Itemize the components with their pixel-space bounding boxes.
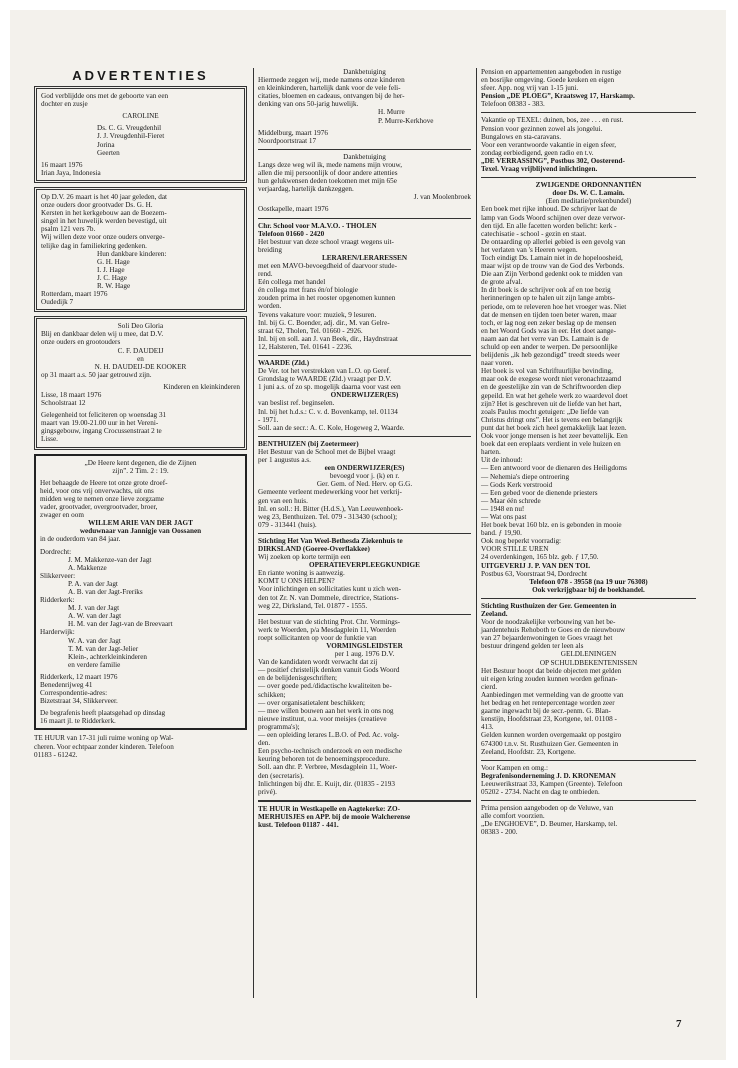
text-line: belijdenis „ik heb gezondigd” treedt steeds weer [481, 351, 620, 360]
text-line: cierd. [481, 682, 498, 691]
text-line: Hun dankbare kinderen: [97, 249, 167, 258]
text-line: A. B. van der Jagt-Freriks [68, 587, 143, 596]
text-line: midden weg te nemen onze lieve zorgzame [40, 494, 164, 503]
text-line: verjaardag, hartelijk dankzeggen. [258, 185, 354, 194]
text-line: De begrafenis heeft plaatsgehad op dinsdag [40, 709, 166, 718]
text-line: Leeuwerikstraat 33, Kampen (Greente). Telefoon [481, 779, 623, 788]
text-line: Inlichtingen bij dhr. E. Kuijt, dir. (01835 - 2193 [258, 779, 395, 788]
text-line: Voor Kampen en omg.: [481, 763, 548, 772]
text-line: Het Bestuur van de School met de Bijbel vraagt [258, 447, 396, 456]
text-line: bevoegd voor j. (k) en r. [329, 472, 400, 481]
text-line: schuld op een ander te werpen. De persoonlijke [481, 343, 618, 351]
text-line: (Een meditatie/prekenbundel) [545, 197, 632, 206]
text-line: Inl. bij en soll. aan J. van Beek, dir., Haydnstraat [258, 334, 398, 343]
text-line: 05202 - 2734. Nacht en dag te ontbieden. [481, 787, 600, 796]
text-line: Eén collega met handel [258, 278, 326, 287]
text-line: H. Murre [378, 108, 405, 117]
text-line: zoals Paulus mocht getuigen: „De liefde van [481, 407, 609, 416]
text-line: J. C. Hage [97, 273, 127, 282]
text-line: H. M. van der Jagt-van de Breevaart [68, 620, 173, 629]
text-line: De Ver. tot het verstrekken van L.O. op Geref. [258, 367, 391, 376]
text-line: Pension voor gezinnen zowel als jongelui. [481, 124, 603, 133]
text-line: het verlaten van 's Heeren wegen. [481, 245, 578, 254]
text-line: — Een gebed voor de dienende priesters [481, 488, 598, 497]
text-line: naar voren. [481, 359, 514, 368]
text-line: ONDERWIJZER(ES) [330, 391, 399, 400]
text-line: A. W. van der Jagt [68, 612, 122, 621]
text-line: T. M. van der Jagt-Jelier [68, 644, 139, 653]
text-line: en de geestelijke zin van de Schriftwoorden diep [481, 383, 621, 392]
text-line: OP SCHULDBEKENTENISSEN [539, 658, 638, 667]
text-line: programma's); [258, 722, 300, 731]
text-line: zijn? Het is geschreven uit de liefde van het hart, [481, 399, 622, 408]
text-line: Gelegenheid tot feliciteren op woensdag 31 [41, 411, 167, 420]
text-line: singel in het huwelijk werden bevestigd, uit [41, 217, 167, 226]
text-line: — over organisatietalent beschikken; [258, 698, 366, 707]
text-line: Bungalows en sta-caravans. [481, 132, 562, 141]
text-line: nieuwe instituut, o.a. voor meisjes (creatieve [258, 714, 387, 723]
text-line: weg 22, Dirksland, Tel. 01877 - 1555. [258, 601, 368, 610]
ad-funeral-kroneman [481, 764, 696, 796]
text-line: „De ENGHOEVE”, D. Beumer, Harskamp, tel. [481, 820, 618, 829]
text-line: En riante woning is aanwezig. [258, 569, 345, 578]
text-line: rend. [258, 270, 273, 279]
text-line: Correspondentie-adres: [40, 689, 108, 698]
text-line: KOMT U ONS HELPEN? [258, 577, 335, 586]
text-line: P. A. van der Jagt [68, 579, 118, 588]
text-line: Benedenrijweg 41 [40, 681, 93, 689]
text-line: 08383 - 200. [481, 828, 518, 837]
text-line: WILLEM ARIE VAN DER JAGT [88, 519, 193, 528]
text-line: Telefoon 078 - 39558 (na 19 uur 76308) [529, 577, 648, 586]
text-line: Ook voor jonge mensen is het zeer bevattelijk. Een [481, 432, 628, 441]
text-line: band. ƒ 19,90. [481, 529, 522, 538]
text-line: kenstijn, Hoofdstraat 23, Kortgene, tel. 01108 - [481, 715, 617, 724]
text-line: toch, er lag nog een zeker beslag op de mensen [481, 318, 617, 327]
text-line: allen die mij persoonlijk of door andere attenties [258, 169, 398, 178]
text-line: Toch eindigt Ds. Lamain niet in de hopeloosheid, [481, 253, 623, 262]
text-line: TE HUUR in Westkapelle en Aagtekerke: ZO- [258, 804, 401, 813]
text-line: C. F. DAUDEIJ [117, 346, 164, 355]
text-line: den tot Zr. N. van Dommele, directrice, Stations- [258, 593, 399, 602]
text-line: 16 maart 1976 [41, 160, 83, 169]
text-line: gingsgebouw, ingang Crocussenstraat 2 te [41, 427, 162, 436]
text-line: Lisse. [41, 435, 58, 444]
ad-vacancy-woerden [258, 618, 471, 796]
text-line: Oostkapelle, maart 1976 [258, 205, 329, 214]
text-line: Soll. aan de secr.: A. C. Kole, Hogeweg 2, Waarde. [258, 423, 405, 432]
text-line: Ook nog beperkt voorradig: [481, 537, 562, 546]
text-line: W. A. van der Jagt [68, 636, 121, 645]
text-line: dochter en zusje [41, 100, 88, 109]
text-line: Ridderkerk, 12 maart 1976 [40, 672, 118, 681]
text-line: straat 62, Tholen, Tel. 01660 - 2926. [258, 326, 363, 335]
text-line: met een MAVO-bevoegdheid of daarvoor stude- [258, 261, 397, 270]
text-line: UITGEVERIJ J. P. VAN DEN TOL [481, 561, 591, 570]
text-line: Pension en appartementen aangeboden in rustige [481, 68, 622, 76]
text-line: G. H. Hage [97, 257, 130, 266]
text-line: — Nehemia's diepe ontroering [481, 472, 570, 481]
text-line: Het boek is vol van Schriftuurlijke bevinding, [481, 367, 613, 376]
text-line: 24 overdenkingen, 165 blz. geb. ƒ 17,50. [481, 553, 599, 562]
text-line: zouden prima in het rooster opgenomen kunnen [258, 294, 396, 303]
text-line: maart van 19.00-21.00 uur in het Vereni- [41, 419, 159, 428]
text-line: P. Murre-Kerkhove [378, 116, 434, 125]
text-line: — positief christelijk denken vanuit Gods Woord [258, 666, 400, 675]
text-line: I. J. Hage [97, 265, 125, 274]
ad-holiday-texel [481, 116, 696, 173]
text-line: MERHUISJES en APP. bij de mooie Walcherense [258, 812, 411, 821]
text-line: cheren. Voor echtpaar zonder kinderen. Telefoon [34, 742, 174, 751]
text-line: door Ds. W. C. Lamain. [552, 189, 625, 198]
text-line: — Wat ons past [481, 512, 527, 521]
text-line: psalm 121 vers 7b. [41, 225, 96, 234]
ad-thanks-murre [258, 68, 471, 145]
column-rule [476, 68, 477, 998]
text-line: Pension „DE PLOEG”, Kraatsweg 17, Harskamp. [481, 92, 635, 101]
text-line: Hiermede zeggen wij, mede namens onze kinderen [258, 76, 405, 85]
text-line: — mee willen bouwen aan het werk in ons nog [258, 706, 394, 715]
text-line: Voor een verantwoorde vakantie in eigen sfeer, [481, 140, 617, 149]
text-line: J. M. Makkenze-van der Jagt [68, 555, 152, 564]
text-line: — Gods Kerk verstrooid [481, 480, 553, 489]
text-line: 12, Halsteren, Tel. 01641 - 2236. [258, 342, 353, 351]
text-line: Texel. Vraag vrijblijvend inlichtingen. [481, 165, 598, 174]
text-line: Wij zoeken op korte termijn een [258, 553, 351, 562]
text-line: TE HUUR van 17-31 juli ruime woning op Wal- [34, 734, 174, 743]
text-line: Ds. C. G. Vreugdenhil [97, 124, 162, 133]
text-line: Christus dringt ons”. Het is tevens een belangrijk [481, 415, 623, 424]
text-line: denking van ons 50-jarig huwelijk. [258, 100, 359, 109]
text-line: per 1 augustus a.s. [258, 456, 311, 465]
ad-rent-westkapelle [258, 805, 471, 829]
text-line: — Een antwoord voor de dienaren des Heiligdoms [481, 464, 627, 473]
text-line: én collega met frans én/of biologie [258, 286, 358, 295]
text-line: en kleinkinderen, hartelijk dank voor de vele feli- [258, 84, 401, 93]
text-line: een ONDERWIJZER(ES) [324, 464, 405, 473]
text-line: en verdere familie [68, 660, 121, 669]
text-line: sfeer. App. nog vrij van 1-15 juni. [481, 84, 579, 93]
text-line: Zeeland, Hoofdstr. 23, Kortgene. [481, 747, 576, 756]
text-line: Noordpoortstraat 17 [258, 136, 317, 145]
text-line: Tevens vakature voor: muziek, 9 lesuren. [258, 310, 377, 319]
ad-anniversary-daudeij [34, 316, 247, 449]
ad-vacancy-waarde [258, 359, 471, 432]
text-line: Soll. aan dhr. P. Verbree, Mesdagplein 11, Woer- [258, 763, 398, 772]
text-line: herinneringen op te halen uit zijn lange ambts- [481, 294, 615, 303]
text-line: Telefoon 08383 - 383. [481, 100, 545, 109]
text-line: Het Bestuur hoopt dat beide objecten met gelden [481, 666, 622, 675]
text-line: Inl. en soll.: H. Bitter (H.d.S.), Van Leeuwenhoek- [258, 504, 404, 513]
text-line: telijke dag in familiekring gedenken. [41, 241, 147, 250]
text-line: Chr. School voor M.A.V.O. - THOLEN [258, 221, 377, 230]
text-line: hun gelukwensen deden toekomen met mijn 65e [258, 177, 397, 186]
text-line: Inl. bij G. C. Boender, adj. dir., M. van Gelre- [258, 318, 390, 327]
text-line: Zeeland. [481, 610, 508, 618]
text-line: Prima pension aangeboden op de Veluwe, van [481, 804, 614, 813]
text-line: Langs deze weg wil ik, mede namens mijn vrouw, [258, 160, 403, 169]
text-line: den tijd. En alle facetten worden belicht: kerk - [481, 221, 617, 230]
text-line: 413. [481, 723, 494, 732]
text-line: alle comfort voorzien. [481, 812, 545, 821]
text-line: DIRKSLAND (Goeree-Overflakkee) [258, 544, 370, 553]
text-line: Het bestuur van deze school vraagt wegens uit- [258, 237, 394, 246]
text-line: breiding [258, 245, 282, 254]
text-line: periode, om te releveren hoe het vroeger was. Niet [481, 302, 627, 311]
text-line: harten. [481, 448, 501, 457]
text-line: M. J. van der Jagt [68, 604, 120, 613]
text-line: worden. [258, 302, 282, 311]
text-line: 1 juni a.s. of zo sp. mogelijk daarna voor vast een [258, 383, 401, 392]
text-line: Irian Jaya, Indonesia [41, 168, 101, 177]
page-number: 7 [676, 1018, 682, 1030]
text-line: Op D.V. 26 maart is het 40 jaar geleden, dat [41, 192, 168, 201]
text-line: Blij en dankbaar delen wij u mee, dat D.V. [41, 330, 164, 339]
text-line: de grote afval. [481, 278, 523, 287]
text-line: keuring behoren tot de benoemingsprocedure. [258, 755, 390, 764]
text-line: onze ouders en grootouders [41, 338, 121, 347]
text-line: God verblijdde ons met de geboorte van een [41, 92, 169, 101]
text-line: Van de kandidaten wordt verwacht dat zij [258, 658, 378, 667]
text-line: Slikkerveer: [40, 571, 76, 580]
text-line: „De Heere kent degenen, die de Zijnen [84, 458, 197, 467]
text-line: VORMINGSLEIDSTER [326, 642, 403, 650]
text-line: — Maar één schrede [481, 496, 541, 505]
ad-pension-ploeg [481, 68, 696, 108]
text-line: boek dat een ereplaats verdient in vele huizen en [481, 440, 621, 449]
text-line: uit eigen kring zouden kunnen worden gefinan- [481, 674, 618, 683]
ad-book-lamain [481, 181, 696, 594]
column-rule [253, 68, 254, 998]
text-line: punt dat het boek zich heel gemakkelijk laat lezen. [481, 423, 627, 432]
column-1 [34, 68, 247, 763]
text-line: Het behaagde de Heere tot onze grote droef- [40, 478, 168, 487]
text-line: Telefoon 01660 - 2420 [258, 229, 325, 238]
text-line: Klein-, achterkleinkinderen [68, 652, 148, 661]
text-line: R. W. Hage [97, 281, 131, 290]
text-line: Vakantie op TEXEL: duinen, bos, zee . . . en rust. [481, 116, 624, 125]
text-line: Ger. Gem. of Ned. Herv. op G.G. [316, 480, 413, 489]
text-line: Uit de inhoud: [481, 456, 523, 465]
text-line: — over goede ped./didactische kwaliteiten be- [258, 682, 392, 691]
text-line: Begrafenisonderneming J. D. KRONEMAN [481, 771, 616, 780]
text-line: lamp van Gods Woord schijnen over deze verwor- [481, 213, 626, 222]
text-line: Geerten [97, 148, 120, 157]
column-2 [258, 68, 471, 833]
text-line: van beslist ref. beginselen. [258, 399, 335, 408]
text-line: WAARDE (Zld.) [258, 359, 310, 367]
text-line: Kersten in het kerkgebouw aan de Boezem- [41, 209, 167, 218]
text-line: vader, grootvader, overgrootvader, broer, [40, 503, 158, 512]
text-line: In dit boek is de schrijver ook af en toe bezig [481, 286, 611, 295]
text-line: — 1948 en nu! [481, 504, 525, 513]
text-line: op 31 maart a.s. 50 jaar getrouwd zijn. [41, 370, 152, 379]
text-line: LERAREN/LERARESSEN [321, 253, 408, 262]
text-line: weduwnaar van Jannigje van Oossanen [79, 527, 202, 536]
text-line: Een boek met rijke inhoud. De schrijver laat de [481, 205, 617, 214]
text-line: Aanbiedingen met vermelding van de grootte van [481, 690, 624, 699]
text-line: Voor inlichtingen en sollicitaties kunt u zich wen- [258, 585, 401, 594]
text-line: Inl. bij het h.d.s.: C. v. d. Bovenkamp, tel. 01134 [258, 407, 398, 416]
child-name: CAROLINE [122, 112, 159, 121]
text-line: van 27 bejaardenwoningen te Goes vraagt het [481, 634, 613, 643]
text-line: „DE VERRASSING”, Postbus 302, Oosterend- [481, 156, 625, 165]
text-line: Ook verkrijgbaar bij de boekhandel. [532, 585, 645, 594]
text-line: en de belijdenisgeschriften; [258, 674, 338, 683]
ad-loans-zeeland [481, 602, 696, 756]
text-line: jaardentehuis Rehoboth te Goes en de nieuwbouw [481, 626, 626, 635]
text-line: privé). [258, 787, 277, 796]
text-line: zondag eerbiedigend, geen radio en t.v. [481, 148, 594, 157]
text-line: Postbus 63, Voorstraat 94, Dordrecht [481, 569, 587, 578]
text-line: het bedrag en het rentepercentage worden zeer [481, 699, 615, 708]
text-line: maar ook de exegese wordt niet veronachtzaamd [481, 375, 622, 384]
text-line: Bizetstraat 34, Slikkerveer. [40, 697, 118, 706]
text-line: OPERATIEVERPLEEGKUNDIGE [309, 561, 420, 570]
text-line: schikken; [258, 690, 286, 699]
text-line: per 1 aug. 1976 D.V. [334, 650, 395, 659]
text-line: Een psycho-technisch onderzoek en een medische [258, 747, 402, 756]
text-line: De ontaarding op allerlei gebied is een gevolg van [481, 237, 626, 246]
text-line: gaarne ingewacht bij de secr.-penm. G. Blan- [481, 707, 611, 716]
ad-rent-walcheren [34, 734, 247, 758]
text-line: Rotterdam, maart 1976 [41, 290, 108, 299]
text-line: Schoolstraat 12 [41, 399, 86, 408]
text-line: Die aan Zijn Verbond gedenkt ook te midden van [481, 270, 623, 279]
ad-vacancy-dirksland [258, 537, 471, 610]
text-line: Dordrecht: [40, 547, 72, 556]
text-line: Ridderkerk: [40, 596, 75, 605]
text-line: maar wijst op de trouw van de God des Verbonds. [481, 262, 625, 271]
text-line: en het Woord Gods was in eer. Het doet aange- [481, 326, 617, 335]
text-line: Het boek bevat 160 blz. en is gebonden in mooie [481, 521, 622, 530]
text-line: zijn”. 2 Tim. 2 : 19. [112, 466, 169, 475]
text-line: gen van een huis. [258, 496, 308, 505]
text-line: 01183 - 61242. [34, 750, 78, 759]
ad-birth-caroline [34, 86, 247, 183]
text-line: den. [258, 739, 271, 748]
text-line: J. J. Vreugdenhil-Fieret [97, 132, 165, 141]
text-line: GELDLENINGEN [560, 650, 617, 659]
text-line: Harderwijk: [40, 628, 75, 637]
text-line: heid, voor ons vrij onverwachts, uit ons [40, 486, 154, 495]
text-line: J. van Moolenbroek [413, 193, 471, 202]
text-line: in de ouderdom van 84 jaar. [40, 535, 121, 544]
text-line: Kinderen en kleinkinderen [163, 382, 240, 391]
text-line: bestuur dringend gelden ter leen als [481, 642, 584, 651]
text-line: en [137, 354, 144, 363]
text-line: BENTHUIZEN (bij Zoetermeer) [258, 439, 359, 448]
text-line: Grondslag te WAARDE (Zld.) vraagt per D.V. [258, 375, 392, 384]
text-line: Wij willen deze voor onze ouders onverge- [41, 233, 165, 242]
text-line: gepeild. En wat het gehele werk zo waardevol doet [481, 391, 628, 400]
text-line: — een opleiding lerares L.B.O. of Ped. Ac. volg- [258, 731, 400, 740]
text-line: onze ouders door grootvader Ds. G. H. [41, 201, 153, 210]
ad-vacancy-tholen [258, 222, 471, 352]
text-line: citaties, bloemen en cadeaus, ontvangen bij de her- [258, 92, 405, 101]
ad-thanks-moolenbroek [258, 153, 471, 214]
text-line: Jorina [97, 140, 115, 149]
text-line: en bosrijke omgeving. Goede keuken en eigen [481, 76, 615, 85]
text-line: catechisatie - school - gezin en staat. [481, 229, 587, 238]
text-line: Voor de noodzakelijke verbouwing van het be- [481, 618, 616, 627]
text-line: Gelden kunnen worden overgemaakt op postgiro [481, 731, 622, 740]
text-line: Stichting Rusthuizen der Ger. Gemeenten in [481, 601, 617, 610]
text-line: Soli Deo Gloria [117, 322, 164, 331]
ad-vacancy-benthuizen [258, 440, 471, 529]
text-line: VOOR STILLE UREN [481, 545, 549, 554]
text-line: N. H. DAUDEIJ-DE KOOKER [94, 362, 187, 371]
text-line: Gemeente verleent medewerking voor het verkrij- [258, 488, 402, 497]
text-line: 16 maart jl. te Ridderkerk. [40, 717, 116, 726]
text-line: Stichting Het Van Weel-Bethesda Ziekenhuis te [258, 536, 403, 545]
text-line: 674300 t.n.v. St. Rusthuizen Ger. Gemeenten in [481, 739, 619, 748]
text-line: Lisse, 18 maart 1976 [41, 391, 102, 399]
ad-anniversary-hage [34, 187, 247, 312]
text-line: Dankbetuiging [343, 152, 386, 161]
text-line: Dankbetuiging [343, 68, 386, 76]
text-line: naam aan dat het verre van Ds. Lamain is de [481, 334, 609, 343]
page-title: ADVERTENTIES [72, 68, 209, 83]
text-line: 079 - 313441 (huis). [258, 520, 317, 529]
text-line: kust. Telefoon 01187 - 441. [258, 820, 339, 829]
ad-pension-enghoeve [481, 804, 696, 836]
text-line: den (secretaris). [258, 771, 304, 780]
column-3 [481, 68, 696, 840]
text-line: Middelburg, maart 1976 [258, 128, 328, 137]
text-line: dat de mensen en tijden toen beter waren, maar [481, 310, 617, 319]
text-line: werk te Woerden, p/a Mesdagplein 11, Woerden [258, 625, 397, 634]
text-line: weg 23, Benthuizen. Tel. 079 - 313430 (school); [258, 512, 398, 521]
text-line: A. Makkenze [68, 563, 107, 572]
ad-obituary-jagt [34, 454, 247, 731]
text-line: zwager en oom [40, 511, 84, 520]
text-line: roept sollicitanten op voor de funktie van [258, 633, 377, 642]
text-line: ZWIJGENDE ORDONNANTIËN [535, 181, 642, 190]
text-line: Het bestuur van de stichting Prot. Chr. Vormings- [258, 617, 401, 626]
text-line: - 1971. [258, 415, 279, 424]
text-line: Oudedijk 7 [41, 298, 74, 307]
